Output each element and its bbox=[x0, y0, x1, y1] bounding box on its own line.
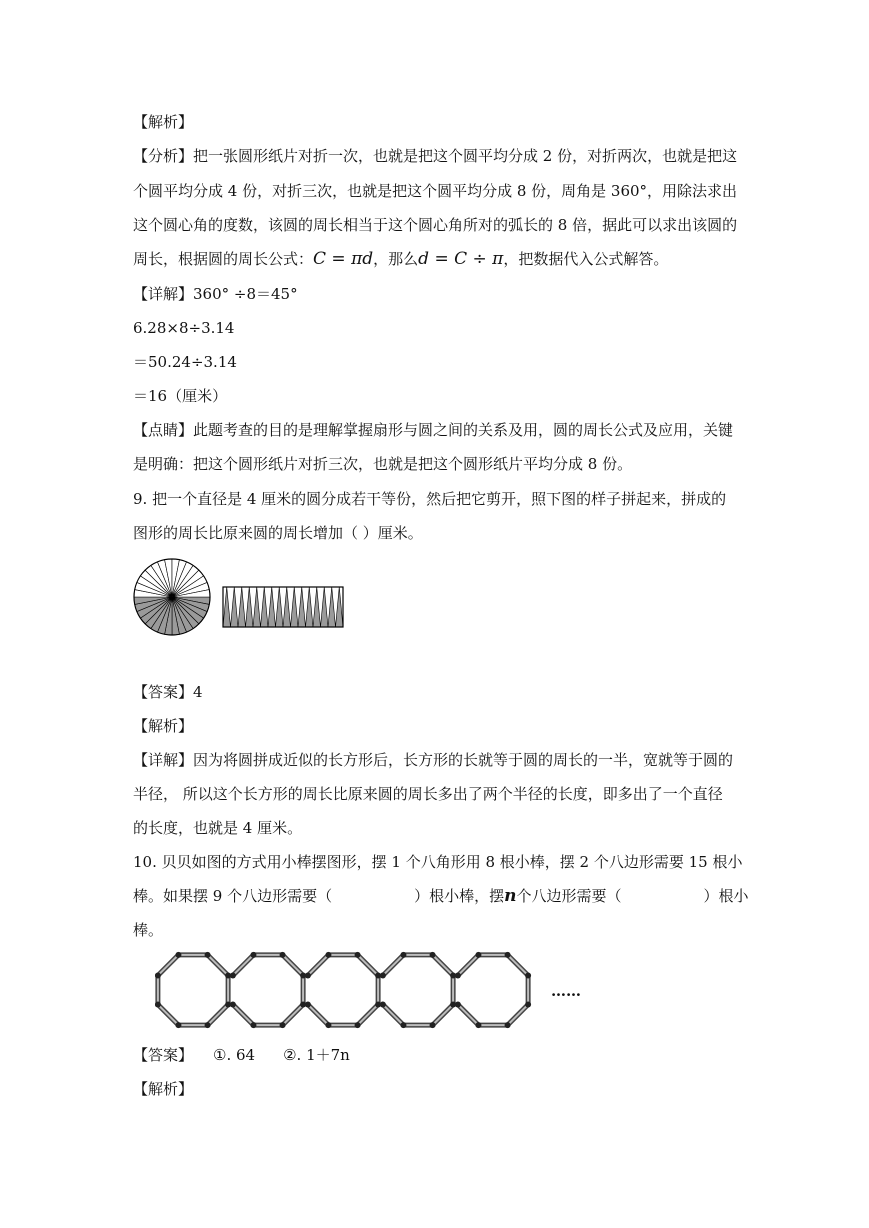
stick-joint bbox=[475, 1022, 481, 1028]
continuation-ellipsis: …… bbox=[551, 982, 581, 1000]
stick-joint bbox=[230, 1002, 236, 1008]
stick-highlight bbox=[158, 955, 179, 976]
q10-line-2-part-a: 棒。如果摆 9 个八边形需要（ bbox=[133, 887, 333, 905]
stick-highlight bbox=[283, 955, 304, 976]
calc-step-1: 6.28×8÷3.14 bbox=[133, 319, 235, 337]
stick-joint bbox=[380, 1002, 386, 1008]
calc-step-3: ＝16（厘米） bbox=[133, 387, 228, 405]
q9-detail-line-3: 的长度，也就是 4 厘米。 bbox=[133, 819, 303, 837]
stick-highlight bbox=[208, 1005, 229, 1026]
stick-highlight bbox=[508, 955, 529, 976]
stick-joint bbox=[175, 1022, 181, 1028]
fenxi-line-4-part-c: ，把数据代入公式解答。 bbox=[503, 250, 669, 268]
stick-joint bbox=[505, 952, 511, 958]
stick-highlight bbox=[433, 955, 454, 976]
q10-line-2 bbox=[133, 885, 749, 907]
stick-highlight bbox=[233, 1005, 254, 1026]
stick-highlight bbox=[158, 1005, 179, 1026]
stick-highlight bbox=[358, 1005, 379, 1026]
calc-step-2: ＝50.24÷3.14 bbox=[133, 353, 237, 371]
stick-joint bbox=[355, 1022, 361, 1028]
q10-answer-label: 【答案】 bbox=[133, 1046, 194, 1064]
stick-joint bbox=[430, 1022, 436, 1028]
stick-highlight bbox=[433, 1005, 454, 1026]
stick-joint bbox=[280, 1022, 286, 1028]
q10-answer bbox=[133, 1044, 350, 1066]
stick-joint bbox=[250, 1022, 256, 1028]
rearranged-rectangle-figure bbox=[222, 586, 344, 628]
q10-answer-2: ②. 1＋7n bbox=[283, 1046, 350, 1064]
stick-joint bbox=[475, 952, 481, 958]
fenxi-line-1: 【分析】把一张圆形纸片对折一次，也就是把这个圆平均分成 2 份，对折两次，也就是把这 bbox=[133, 147, 738, 165]
jiexi-heading: 【解析】 bbox=[133, 113, 194, 131]
stick-joint bbox=[325, 1022, 331, 1028]
stick-joint bbox=[455, 972, 461, 978]
q9-detail-line-2: 半径， 所以这个长方形的周长比原来圆的周长多出了两个半径的长度，即多出了一个直径 bbox=[133, 785, 723, 803]
q9-line-2: 图形的周长比原来圆的周长增加（ ）厘米。 bbox=[133, 524, 423, 542]
octagon-sticks-figure bbox=[155, 950, 545, 1030]
variable-n: n bbox=[504, 886, 517, 906]
q10-line-2-part-c: 个八边形需要（ bbox=[516, 887, 622, 905]
stick-joint bbox=[355, 952, 361, 958]
q10-line-2-part-d: ）根小 bbox=[703, 887, 749, 905]
diameter-formula: d = C ÷ π bbox=[418, 249, 504, 269]
stick-joint bbox=[155, 1002, 161, 1008]
stick-highlight bbox=[383, 955, 404, 976]
stick-highlight bbox=[283, 1005, 304, 1026]
stick-joint bbox=[400, 1022, 406, 1028]
q10-jiexi-heading: 【解析】 bbox=[133, 1080, 194, 1098]
stick-joint bbox=[305, 1002, 311, 1008]
q9-detail-line-1: 【详解】因为将圆拼成近似的长方形后，长方形的长就等于圆的周长的一半，宽就等于圆的 bbox=[133, 751, 734, 769]
stick-joint bbox=[280, 952, 286, 958]
q10-line-1: 10. 贝贝如图的方式用小棒摆图形，摆 1 个八角形用 8 根小棒，摆 2 个八边形需要 15 根小 bbox=[133, 853, 743, 871]
stick-joint bbox=[525, 1002, 531, 1008]
stick-joint bbox=[305, 972, 311, 978]
fenxi-line-4-part-b: ，那么 bbox=[373, 250, 419, 268]
stick-joint bbox=[430, 952, 436, 958]
stick-joint bbox=[175, 952, 181, 958]
stick-joint bbox=[400, 952, 406, 958]
divided-circle-figure bbox=[131, 556, 213, 638]
q9-line-1: 9. 把一个直径是 4 厘米的圆分成若干等份，然后把它剪开，照下图的样子拼起来，拼成的 bbox=[133, 490, 727, 508]
stick-joint bbox=[380, 972, 386, 978]
stick-joint bbox=[155, 972, 161, 978]
fenxi-line-2: 个圆平均分成 4 份，对折三次，也就是把这个圆平均分成 8 份，周角是 360°，用除法求出 bbox=[133, 182, 738, 200]
fenxi-line-4-part-a: 周长，根据圆的周长公式： bbox=[133, 250, 314, 268]
stick-joint bbox=[525, 972, 531, 978]
dianjing-line-1: 【点睛】此题考查的目的是理解掌握扇形与圆之间的关系及用，圆的周长公式及应用，关键 bbox=[133, 421, 734, 439]
stick-joint bbox=[205, 1022, 211, 1028]
stick-joint bbox=[230, 972, 236, 978]
circumference-formula: C = πd bbox=[313, 249, 374, 269]
stick-highlight bbox=[458, 1005, 479, 1026]
stick-highlight bbox=[208, 955, 229, 976]
dianjing-line-2: 是明确：把这个圆形纸片对折三次，也就是把这个圆形纸片平均分成 8 份。 bbox=[133, 455, 633, 473]
stick-highlight bbox=[358, 955, 379, 976]
stick-highlight bbox=[383, 1005, 404, 1026]
stick-highlight bbox=[508, 1005, 529, 1026]
stick-highlight bbox=[308, 955, 329, 976]
stick-joint bbox=[505, 1022, 511, 1028]
stick-highlight bbox=[458, 955, 479, 976]
stick-joint bbox=[250, 952, 256, 958]
stick-highlight bbox=[233, 955, 254, 976]
stick-joint bbox=[455, 1002, 461, 1008]
stick-joint bbox=[325, 952, 331, 958]
stick-joint bbox=[205, 952, 211, 958]
xiangjie-line: 【详解】360° ÷8＝45° bbox=[133, 285, 298, 303]
fenxi-line-4 bbox=[133, 248, 668, 270]
fenxi-line-3: 这个圆心角的度数，该圆的周长相当于这个圆心角所对的弧长的 8 倍，据此可以求出该圆的 bbox=[133, 216, 738, 234]
q9-answer: 【答案】4 bbox=[133, 683, 203, 701]
q9-jiexi-heading: 【解析】 bbox=[133, 717, 194, 735]
stick-highlight bbox=[308, 1005, 329, 1026]
q10-line-2-part-b: ）根小棒，摆 bbox=[414, 887, 505, 905]
q10-answer-1: ①. 64 bbox=[213, 1046, 256, 1064]
q10-line-3: 棒。 bbox=[133, 921, 164, 939]
